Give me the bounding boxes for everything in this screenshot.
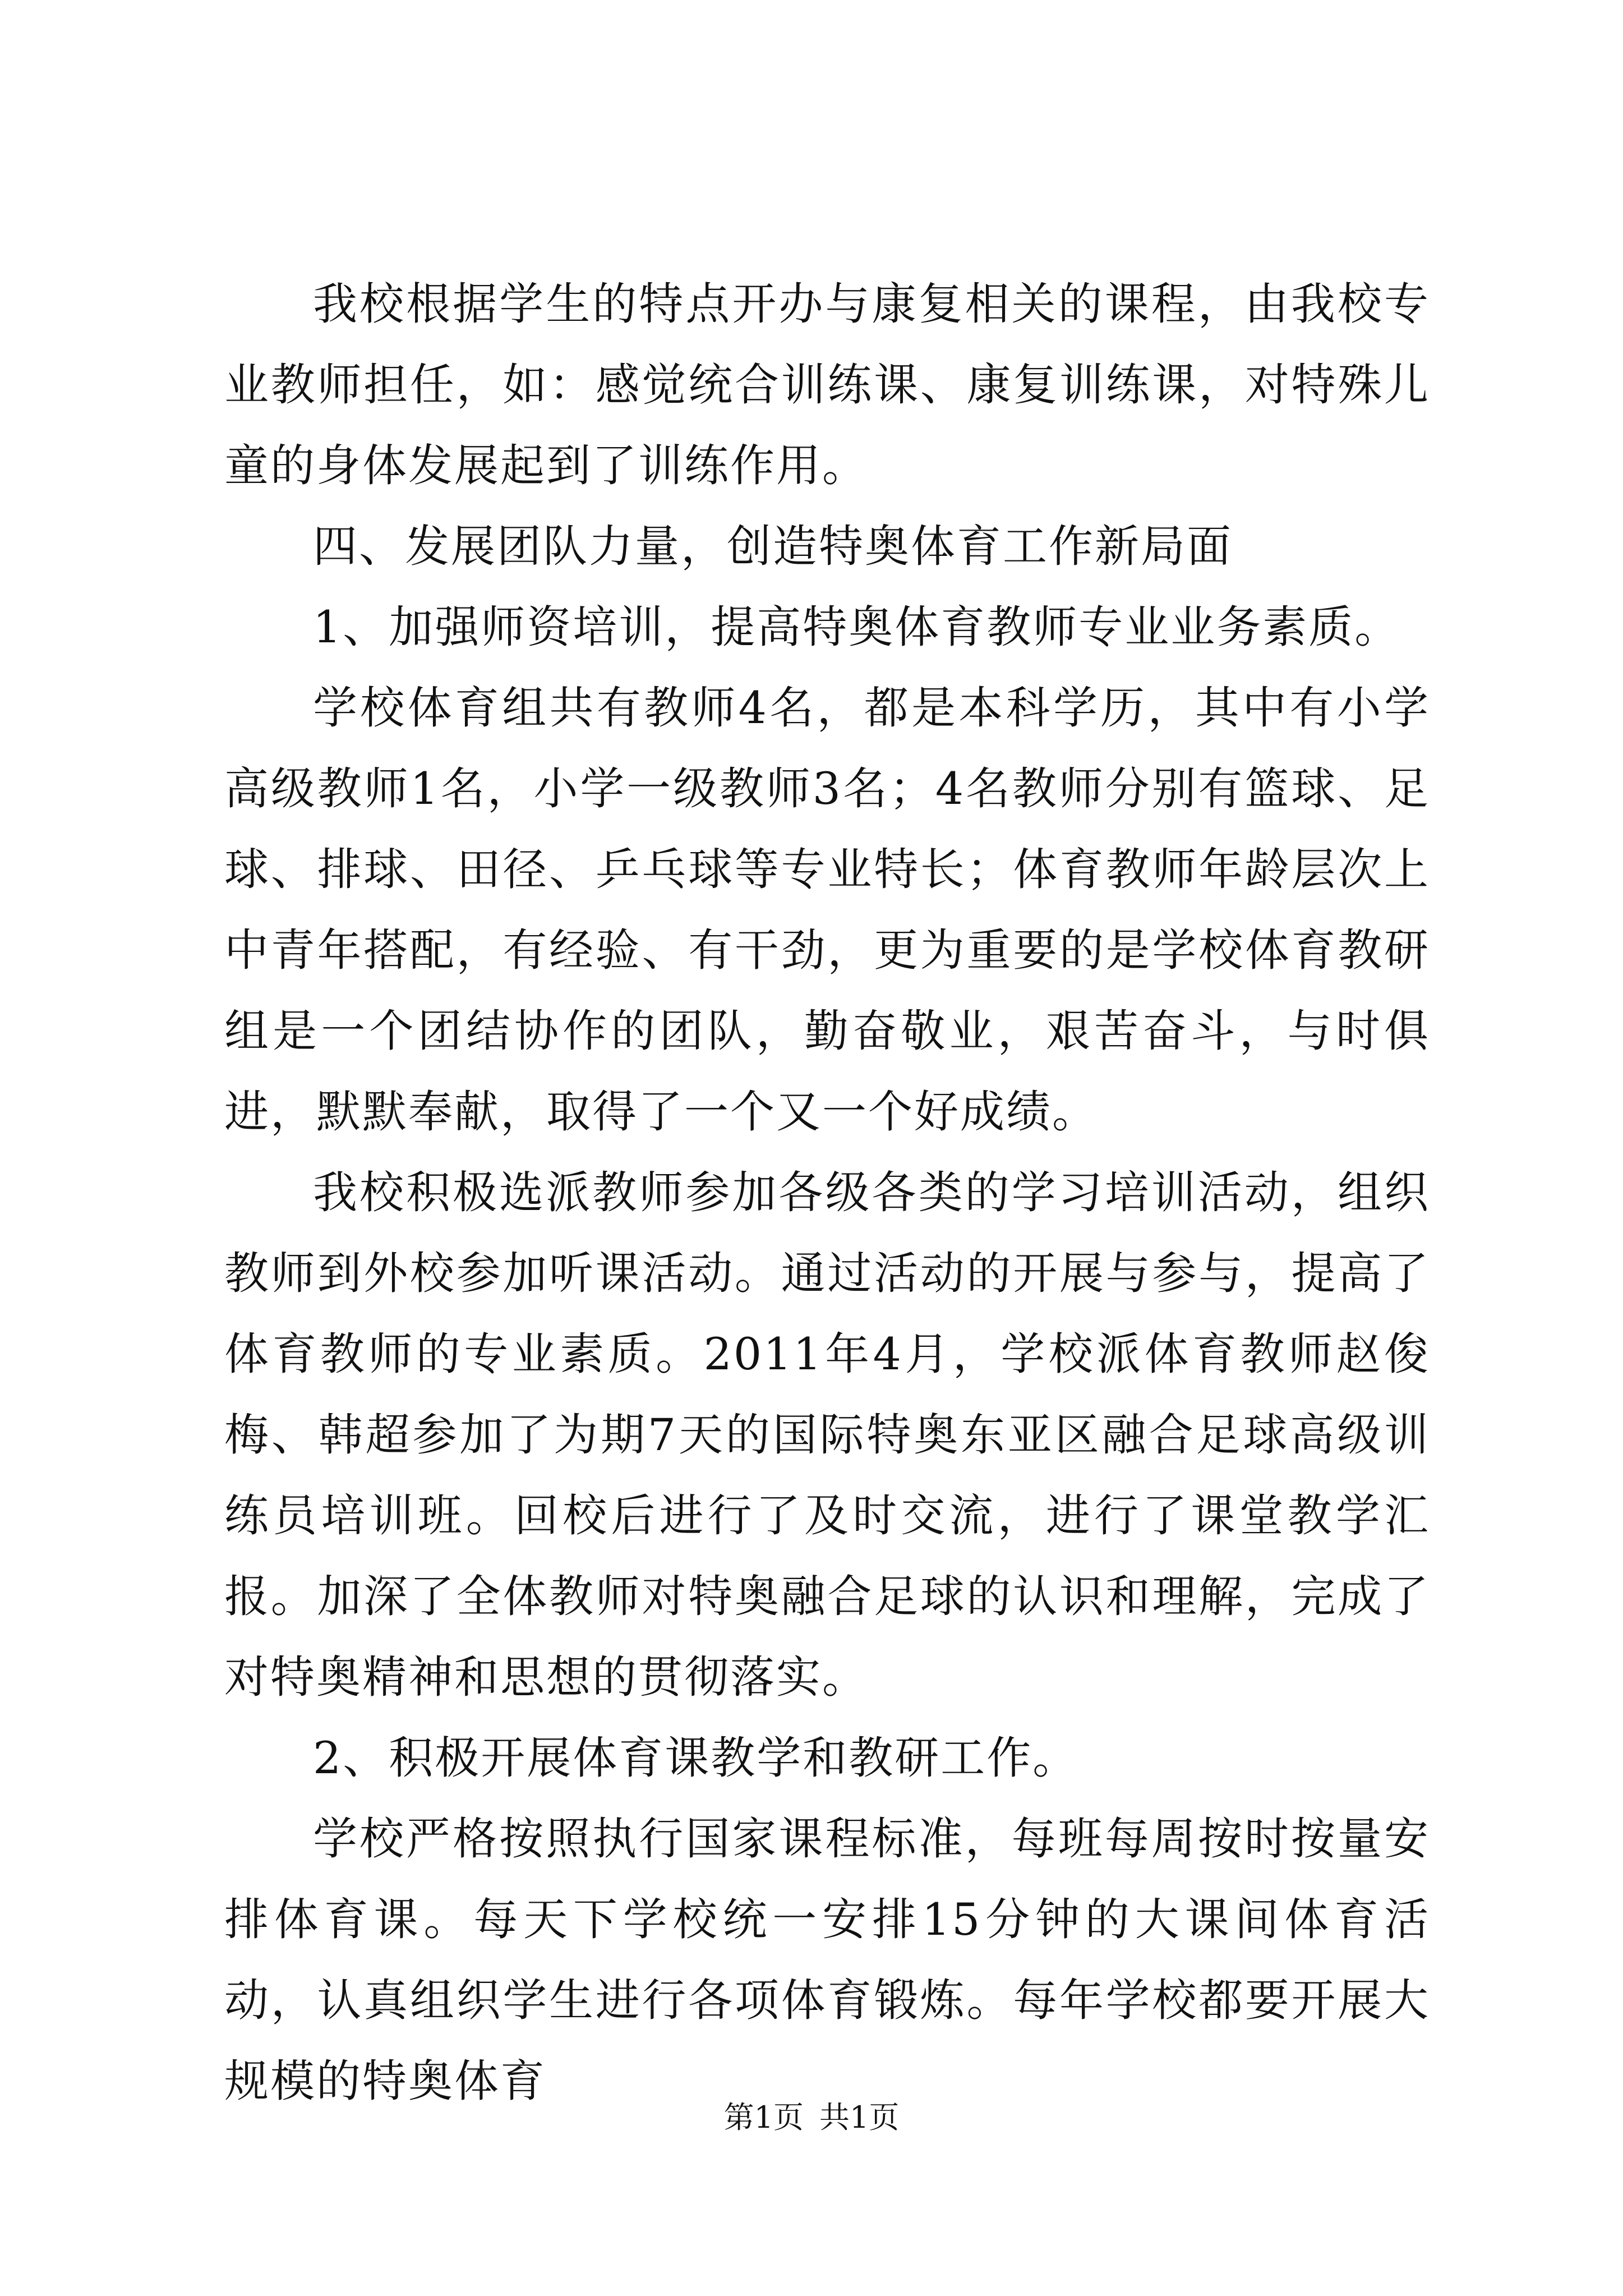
page-total: 共1页 (819, 2100, 900, 2135)
page-number: 第1页 (723, 2100, 804, 2135)
subheading-pe-teaching: 2、积极开展体育课教学和教研工作。 (313, 1732, 1079, 1784)
paragraph-rehab-courses: 我校根据学生的特点开办与康复相关的课程，由我校专业教师担任，如：感觉统合训练课、康复训练课，对特殊儿童的身体发展起到了训练作用。 (224, 278, 1430, 491)
document-body (224, 264, 1430, 2122)
section-heading-team: 四、发展团队力量，创造特奥体育工作新局面 (313, 521, 1233, 572)
paragraph-training-activities: 我校积极选派教师参加各级各类的学习培训活动，组织教师到外校参加听课活动。通过活动的开展与参与，提高了体育教师的专业素质。2011年4月，学校派体育教师赵俊梅、韩超参加了为期7天的国际特奥东亚区融合足球高级训练员培训班。回校后进行了及时交流，进行了课堂教学汇报。加深了全体教师对特奥融合足球的认识和理解，完成了对特奥精神和思想的贯彻落实。 (224, 1167, 1430, 1703)
paragraph-curriculum: 学校严格按照执行国家课程标准，每班每周按时按量安排体育课。每天下学校统一安排15分钟的大课间体育活动，认真组织学生进行各项体育锻炼。每年学校都要开展大规模的特奥体育 (224, 1813, 1430, 2107)
page-footer (0, 2095, 1623, 2140)
subheading-teacher-training: 1、加强师资培训，提高特奥体育教师专业业务素质。 (313, 601, 1401, 653)
paragraph-pe-group: 学校体育组共有教师4名，都是本科学历，其中有小学高级教师1名，小学一级教师3名；4名教师分别有篮球、足球、排球、田径、乒乓球等专业特长；体育教师年龄层次上中青年搭配，有经验、有干劲，更为重要的是学校体育教研组是一个团结协作的团队，勤奋敬业，艰苦奋斗，与时俱进，默默奉献，取得了一个又一个好成绩。 (224, 682, 1430, 1138)
